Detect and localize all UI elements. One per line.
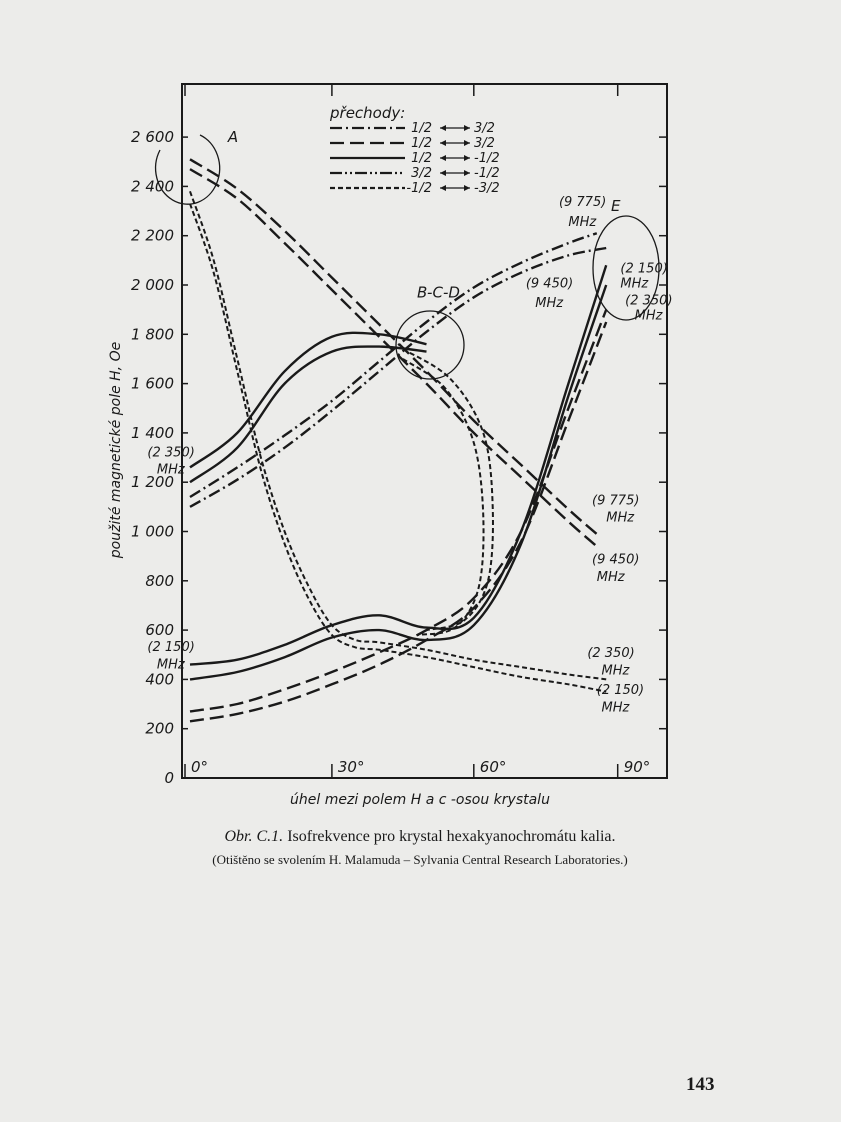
figure-caption: [60, 828, 780, 846]
legend-title: přechody:: [330, 104, 406, 122]
legend-from: 3/2: [411, 166, 432, 181]
x-tick-label: 60°: [479, 758, 507, 776]
annotation-label: (9 775): [558, 195, 607, 211]
caption-note: (Otištěno se svolením H. Malamuda – Sylvania Central Research Laboratories.): [212, 852, 628, 867]
annotation-label: (2 350): [147, 445, 195, 461]
legend-from: 1/2: [411, 151, 432, 166]
y-tick-label: 1 000: [131, 522, 174, 541]
annotation-label: (9 450): [525, 276, 574, 292]
annotation-label: MHz: [601, 700, 630, 716]
y-tick-label: 400: [145, 670, 174, 689]
y-tick-label: 2 000: [131, 276, 174, 294]
y-tick-label: 1 800: [131, 325, 174, 344]
annotation-label: MHz: [568, 214, 597, 230]
annotation-label: MHz: [596, 569, 625, 585]
y-tick-label: 0: [164, 769, 174, 787]
y-tick-label: 2 200: [131, 226, 174, 245]
annotation-label: MHz: [620, 276, 649, 292]
legend-to: 3/2: [474, 136, 495, 151]
annotation-label: (2 350): [587, 646, 635, 662]
y-tick-label: 600: [145, 621, 174, 640]
series-line-8: [190, 310, 606, 712]
annotation-label: A: [227, 128, 239, 147]
annotation-label: (2 350): [625, 293, 673, 309]
series-line-2: [190, 233, 597, 497]
annotation-label: MHz: [156, 462, 185, 478]
annotation-label: (2 150): [147, 640, 195, 656]
annotation-label: MHz: [634, 308, 663, 324]
annotation-label: (9 775): [592, 493, 640, 509]
y-axis-title: použité magnetické pole H, Oe: [108, 341, 124, 559]
legend-to: -3/2: [474, 181, 500, 196]
annotation-label: MHz: [606, 510, 635, 526]
annotation-label: B-C-D: [417, 283, 460, 302]
series-line-5: [190, 347, 427, 483]
annotation-label: E: [610, 197, 621, 216]
y-tick-label: 200: [145, 719, 174, 738]
legend-from: 1/2: [411, 121, 432, 136]
caption-text: Isofrekvence pro krystal hexakyanochromátu kalia.: [287, 828, 616, 845]
legend-to: -1/2: [474, 151, 500, 166]
annotation-label: (2 150): [620, 261, 668, 277]
y-tick-label: 1 200: [131, 473, 174, 492]
y-tick-label: 800: [145, 571, 174, 590]
x-tick-label: 0°: [191, 758, 209, 776]
x-tick-label: 90°: [623, 758, 651, 776]
legend: [329, 104, 500, 196]
annotation-label: (2 150): [596, 683, 645, 699]
y-tick-label: 1 600: [131, 374, 174, 393]
legend-to: 3/2: [474, 121, 495, 136]
series-layer: [190, 159, 606, 721]
page-number: 143: [686, 1074, 715, 1095]
annotation-label: MHz: [156, 657, 185, 673]
caption-label: Obr. C.1.: [224, 828, 284, 845]
legend-from: 1/2: [411, 136, 432, 151]
annotation-label: MHz: [535, 296, 564, 312]
legend-to: -1/2: [474, 166, 500, 181]
y-tick-label: 2 400: [131, 177, 174, 196]
x-tick-label: 30°: [337, 758, 365, 776]
annotation-label: MHz: [601, 663, 630, 679]
annotations: [147, 128, 672, 715]
y-tick-label: 2 600: [131, 128, 174, 147]
x-axis-title: úhel mezi polem H a c -osou krystalu: [290, 792, 550, 808]
region-bcd-circle: [396, 311, 464, 379]
series-line-6: [190, 265, 606, 664]
y-tick-label: 1 400: [131, 423, 174, 442]
series-line-9: [190, 322, 606, 721]
annotation-label: (9 450): [592, 552, 640, 568]
legend-from: -1/2: [406, 181, 432, 196]
